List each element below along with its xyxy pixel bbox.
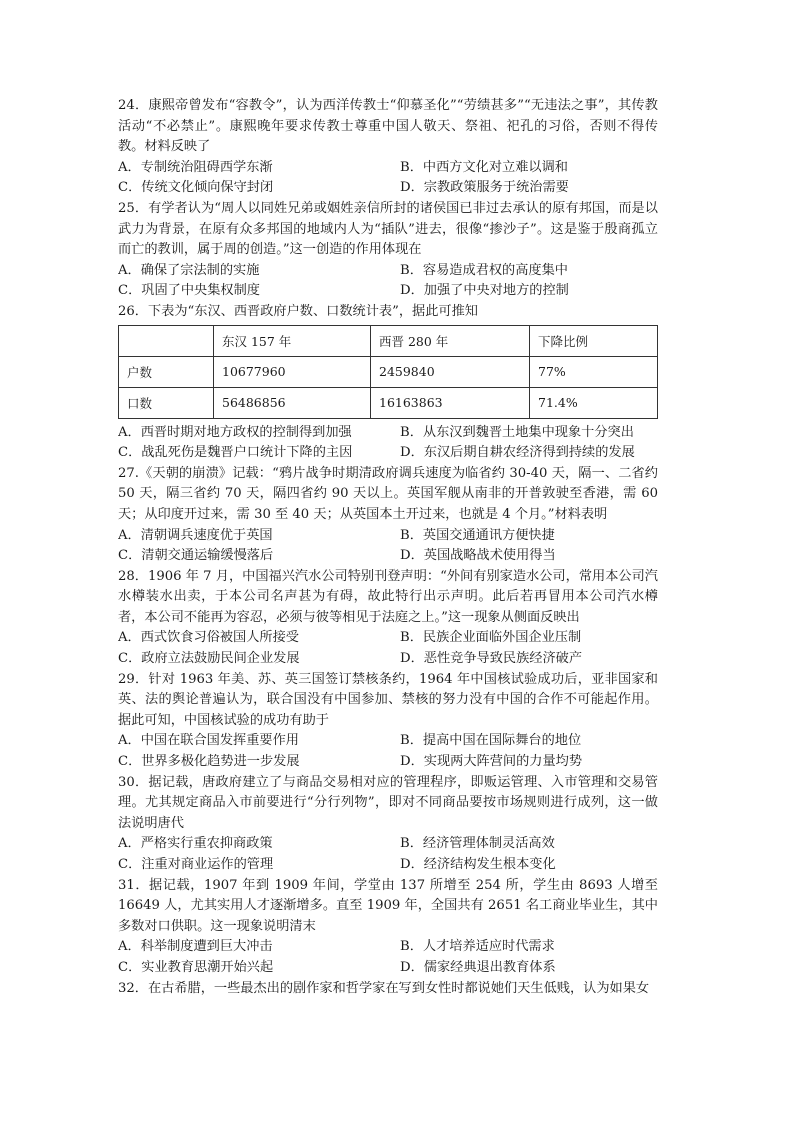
question-28-options xyxy=(118,628,658,669)
option-c: C．传统文化倾向保守封闭 xyxy=(118,180,274,196)
table-cell: 10677960 xyxy=(214,356,371,387)
exam-page xyxy=(118,96,658,999)
question-26-options xyxy=(118,423,658,464)
option-b: B．提高中国在国际舞台的地位 xyxy=(400,733,582,749)
table-header-cell xyxy=(119,325,214,356)
option-c: C．巩固了中央集权制度 xyxy=(118,283,260,299)
table-cell: 56486856 xyxy=(214,387,371,418)
option-a: A．严格实行重农抑商政策 xyxy=(118,836,273,852)
option-b: B．容易造成君权的高度集中 xyxy=(400,262,568,278)
option-a: A．确保了宗法制的实施 xyxy=(118,262,260,278)
table-cell: 71.4% xyxy=(530,387,658,418)
option-a: A．清朝调兵速度优于英国 xyxy=(118,527,273,543)
option-d: D．实现两大阵营间的力量均势 xyxy=(400,754,583,770)
option-b: B．经济管理体制灵活高效 xyxy=(400,836,555,852)
option-d: D．宗教政策服务于统治需要 xyxy=(400,180,569,196)
table-header-cell: 西晋 280 年 xyxy=(371,325,530,356)
table-row xyxy=(119,356,658,387)
table-cell: 户数 xyxy=(119,356,214,387)
option-d: D．加强了中央对地方的控制 xyxy=(400,283,569,299)
option-a: A．科举制度遭到巨大冲击 xyxy=(118,939,273,955)
option-c: C．清朝交通运输缓慢落后 xyxy=(118,548,274,564)
option-b: B．英国交通通讯方便快捷 xyxy=(400,527,555,543)
option-d: D．儒家经典退出教育体系 xyxy=(400,959,556,975)
table-row xyxy=(119,387,658,418)
option-a: A．西晋时期对地方政权的控制得到加强 xyxy=(118,424,352,440)
question-31-stem: 31．据记载，1907 年到 1909 年间，学堂由 137 所增至 254 所，学生由 8693 人增至 16649 人，尤其实用人才逐渐增多。直至 1909 年，全国共有 2651 名工商业毕业生，其中多数对口供职。这一现象说明清末 xyxy=(118,877,658,934)
option-b: B．民族企业面临外国企业压制 xyxy=(400,630,582,646)
question-30-options xyxy=(118,834,658,875)
table-header-cell: 下降比例 xyxy=(530,325,658,356)
question-25-stem: 25．有学者认为“周人以同姓兄弟或姻姓亲信所封的诸侯国已非过去承认的原有邦国，而是以武力为背景，在原有众多邦国的地域内人为“插队”进去，很像“掺沙子”。这是鉴于殷商孤立而亡的教训，属于周的创造。”这一创造的作用体现在 xyxy=(118,200,658,258)
question-24-stem: 24．康熙帝曾发布“容教令”，认为西洋传教士“仰慕圣化”“劳绩甚多”“无违法之事”，其传教活动“不必禁止”。康熙晚年要求传教士尊重中国人敬天、祭祖、祀孔的习俗，否则不得传教。材料反映了 xyxy=(118,98,658,155)
question-26-stem: 26．下表为“东汉、西晋政府户数、口数统计表”，据此可推知 xyxy=(118,303,478,319)
population-table xyxy=(118,325,658,419)
table-cell: 2459840 xyxy=(371,356,530,387)
option-c: C．世界多极化趋势进一步发展 xyxy=(118,754,300,770)
option-d: D．恶性竞争导致民族经济破产 xyxy=(400,651,583,667)
question-31-options xyxy=(118,937,658,978)
option-c: C．战乱死伤是魏晋户口统计下降的主因 xyxy=(118,445,353,461)
option-b: B．中西方文化对立难以调和 xyxy=(400,159,568,175)
question-28-stem: 28．1906 年 7 月，中国福兴汽水公司特别刊登声明：“外间有别家造水公司，常用本公司汽水樽装水出卖，于本公司名声甚为有碍，故此特行出示声明。此后若再冒用本公司汽水樽者，本公司不能再为容忍，必须与彼等相见于法庭之上。”这一现象从侧面反映出 xyxy=(118,568,658,625)
table-cell: 77% xyxy=(530,356,658,387)
option-b: B．人才培养适应时代需求 xyxy=(400,939,555,955)
option-d: D．经济结构发生根本变化 xyxy=(400,857,556,872)
question-25-options xyxy=(118,261,658,302)
question-27-stem: 27.《天朝的崩溃》记载：“鸦片战争时期清政府调兵速度为临省约 30-40 天，隔一、二省约 50 天，隔三省约 70 天，隔四省约 90 天以上。英国军舰从南非的开普敦驶至香港，需 60 天；从印度开过来，需 30 至 40 天；从英国本土开过来，也就是 4 个月。”材料表明 xyxy=(118,465,658,522)
table-header-cell: 东汉 157 年 xyxy=(214,325,371,356)
table-cell: 口数 xyxy=(119,387,214,418)
question-30-stem: 30．据记载，唐政府建立了与商品交易相对应的管理程序，即贩运管理、入市管理和交易管理。尤其规定商品入市前要进行“分行列物”，即对不同商品要按市场规则进行成列，这一做法说明唐代 xyxy=(118,774,658,831)
table-header-row xyxy=(119,325,658,356)
option-c: C．实业教育思潮开始兴起 xyxy=(118,959,274,975)
table-cell: 16163863 xyxy=(371,387,530,418)
option-d: D．东汉后期自耕农经济得到持续的发展 xyxy=(400,445,635,461)
question-29-options xyxy=(118,731,658,772)
question-32-stem: 32．在古希腊，一些最杰出的剧作家和哲学家在写到女性时都说她们天生低贱，认为如果女 xyxy=(118,980,650,996)
option-c: C．注重对商业运作的管理 xyxy=(118,857,274,872)
question-29-stem: 29．针对 1963 年美、苏、英三国签订禁核条约，1964 年中国核试验成功后，亚非国家和英、法的舆论普遍认为，联合国没有中国参加、禁核的努力没有中国的合作不可能起作用。据此可知，中国核试验的成功有助于 xyxy=(118,671,658,728)
option-c: C．政府立法鼓励民间企业发展 xyxy=(118,651,300,667)
option-a: A．西式饮食习俗被国人所接受 xyxy=(118,630,299,646)
question-24-options xyxy=(118,158,658,199)
option-d: D．英国战略战术使用得当 xyxy=(400,548,556,564)
option-a: A．专制统治阻碍西学东渐 xyxy=(118,159,273,175)
option-b: B．从东汉到魏晋土地集中现象十分突出 xyxy=(400,424,634,440)
option-a: A．中国在联合国发挥重要作用 xyxy=(118,733,299,749)
question-27-options xyxy=(118,526,658,567)
